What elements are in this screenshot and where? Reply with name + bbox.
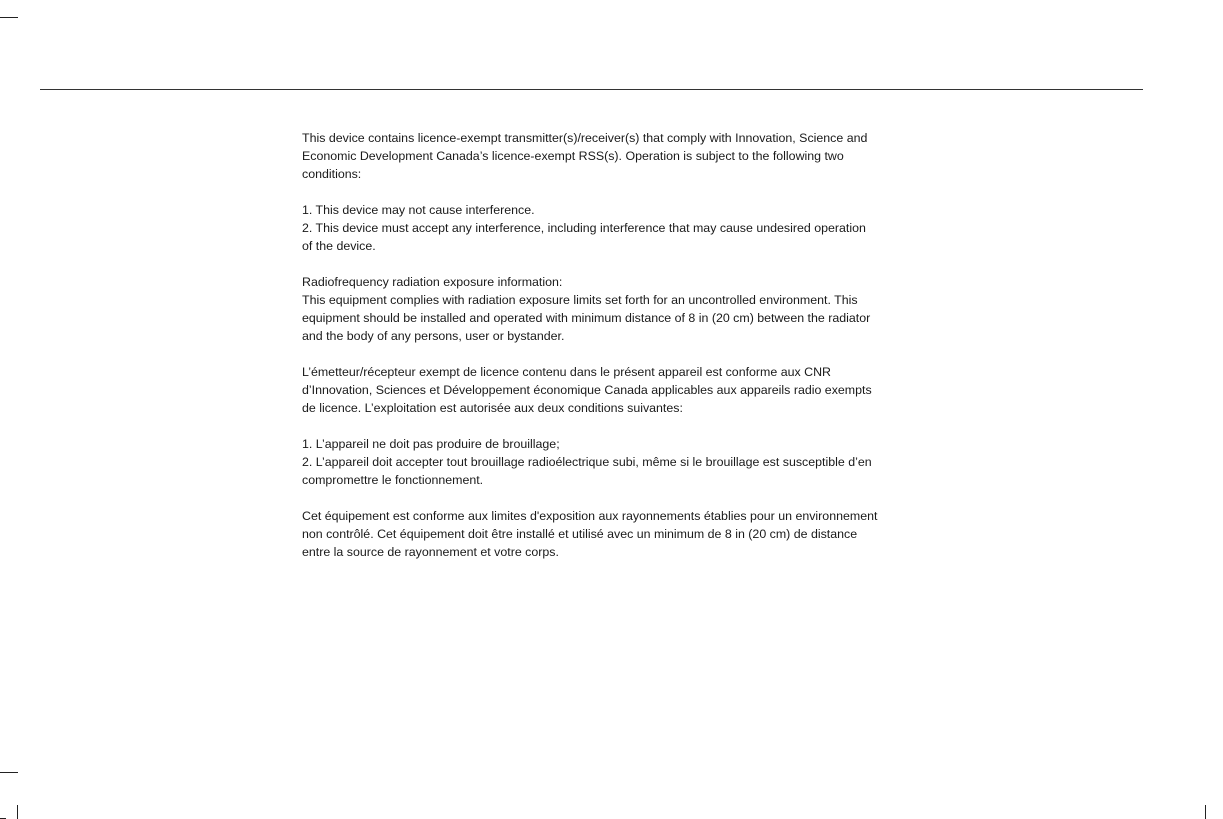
condition-item-2-fr: 2. L’appareil doit accepter tout brouillage radioélectrique subi, même si le brouillage est susceptible d’en compromettre le fonctionnement. <box>302 455 872 487</box>
header-rule <box>40 89 1143 90</box>
paragraph-rf-exposure-en <box>302 273 878 345</box>
paragraph-rf-exposure-fr <box>302 507 878 561</box>
condition-item-1: 1. This device may not cause interference. <box>302 203 535 217</box>
paragraph-conditions-fr <box>302 435 878 489</box>
paragraph-line: L’émetteur/récepteur exempt de licence contenu dans le présent appareil est conforme aux CNR d’Innovation, Sciences et Développement économique Canada applicables aux appareils radio exempts de licence. L’exploitation est autorisée aux deux conditions suivantes: <box>302 365 872 415</box>
crop-mark-bottom-left-h <box>0 772 18 773</box>
condition-item-1-fr: 1. L’appareil ne doit pas produire de brouillage; <box>302 437 560 451</box>
rf-exposure-text-fr: Cet équipement est conforme aux limites d'exposition aux rayonnements établies pour un environnement non contrôlé. Cet équipement doit être installé et utilisé avec un minimum de 8 in (20 cm) de distance entre la source de rayonnement et votre corps. <box>302 509 878 559</box>
paragraph-conditions-en <box>302 201 878 255</box>
rf-exposure-text: This equipment complies with radiation exposure limits set forth for an uncontrolled environment. This equipment should be installed and operated with minimum distance of 8 in (20 cm) between the radiator and the body of any persons, user or bystander. <box>302 293 871 343</box>
crop-mark-top-left <box>0 17 18 18</box>
crop-mark-bottom-right-v <box>1205 805 1206 819</box>
paragraph-line: This device contains licence-exempt transmitter(s)/receiver(s) that comply with Innovation, Science and Economic Development Canada’s licence-exempt RSS(s). Operation is subject to the following two conditions: <box>302 131 868 181</box>
paragraph-ised-compliance-fr <box>302 363 878 417</box>
condition-item-2: 2. This device must accept any interference, including interference that may cause undesired operation of the device. <box>302 221 866 253</box>
compliance-text-block <box>302 129 878 579</box>
paragraph-ised-compliance <box>302 129 878 183</box>
crop-mark-bottom-left-v <box>17 805 18 819</box>
rf-exposure-heading: Radiofrequency radiation exposure information: <box>302 275 563 289</box>
